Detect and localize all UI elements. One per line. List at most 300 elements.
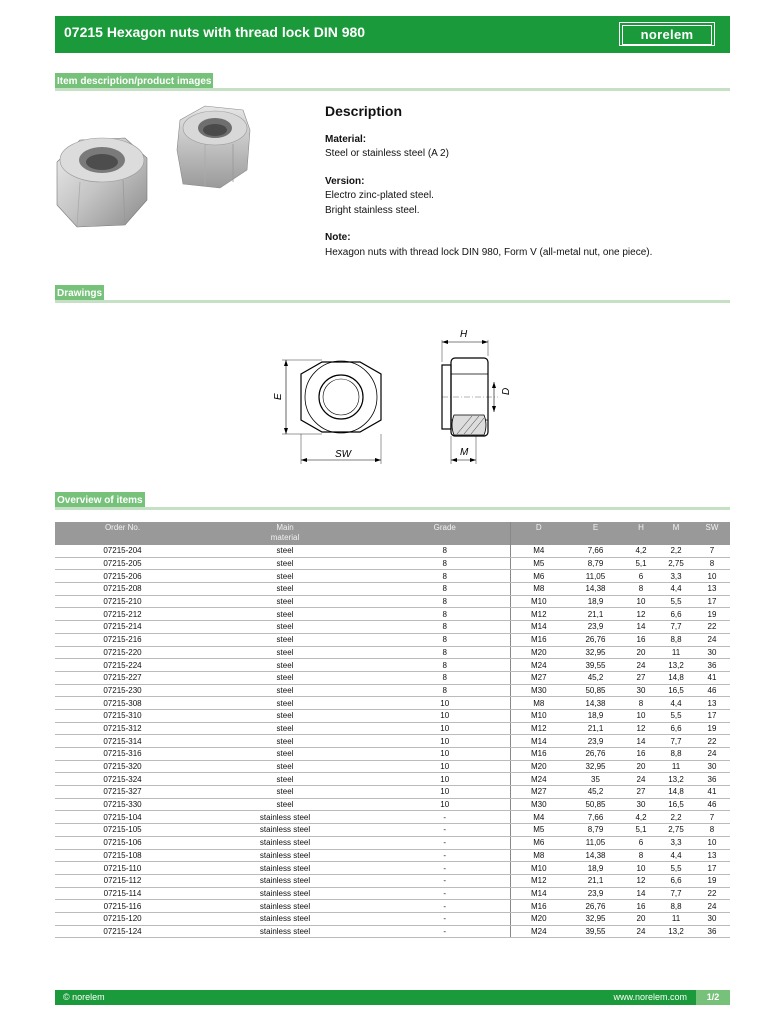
table-row: [55, 697, 730, 710]
table-cell: M16: [510, 900, 567, 913]
table-cell: 23,9: [567, 887, 624, 900]
table-cell: 27: [624, 671, 658, 684]
table-cell: 32,95: [567, 912, 624, 925]
table-cell: 3,3: [658, 570, 694, 583]
table-cell: -: [380, 824, 510, 837]
section-label: Item description/product images: [55, 73, 213, 89]
table-row: [55, 709, 730, 722]
table-row: [55, 773, 730, 786]
table-cell: 26,76: [567, 748, 624, 761]
table-cell: 26,76: [567, 900, 624, 913]
page-number: 1/2: [696, 990, 730, 1005]
table-cell: 5,1: [624, 824, 658, 837]
table-cell: M27: [510, 671, 567, 684]
table-cell: -: [380, 836, 510, 849]
table-cell: -: [380, 887, 510, 900]
table-cell: 07215-116: [55, 900, 190, 913]
table-cell: 19: [694, 874, 730, 887]
table-cell: 22: [694, 735, 730, 748]
table-row: [55, 925, 730, 938]
table-cell: M30: [510, 684, 567, 697]
table-cell: 13: [694, 849, 730, 862]
table-cell: 50,85: [567, 684, 624, 697]
table-cell: 8: [380, 545, 510, 557]
table-cell: 8: [694, 557, 730, 570]
table-cell: 7,7: [658, 735, 694, 748]
table-row: [55, 595, 730, 608]
table-cell: M14: [510, 887, 567, 900]
table-cell: 07215-316: [55, 748, 190, 761]
column-header: SW: [694, 522, 730, 545]
table-cell: 45,2: [567, 786, 624, 799]
note-text: Hexagon nuts with thread lock DIN 980, Form V (all-metal nut, one piece).: [325, 246, 653, 258]
table-cell: 27: [624, 786, 658, 799]
table-row: [55, 849, 730, 862]
table-cell: 07215-230: [55, 684, 190, 697]
table-row: [55, 608, 730, 621]
table-row: [55, 722, 730, 735]
label-h: H: [460, 329, 468, 340]
column-header: Order No.: [55, 522, 190, 545]
table-cell: 41: [694, 786, 730, 799]
section-drawings: [55, 285, 730, 303]
table-cell: 11: [658, 912, 694, 925]
section-overview: [55, 492, 730, 510]
table-cell: stainless steel: [190, 912, 380, 925]
table-cell: 22: [694, 887, 730, 900]
table-cell: steel: [190, 735, 380, 748]
table-cell: 07215-216: [55, 633, 190, 646]
table-cell: 46: [694, 684, 730, 697]
table-cell: 26,76: [567, 633, 624, 646]
table-row: [55, 798, 730, 811]
table-cell: 07215-208: [55, 583, 190, 596]
table-cell: 11,05: [567, 836, 624, 849]
table-cell: stainless steel: [190, 862, 380, 875]
table-cell: 45,2: [567, 671, 624, 684]
table-cell: M30: [510, 798, 567, 811]
table-row: [55, 748, 730, 761]
note-title: Note:: [325, 232, 351, 243]
table-cell: steel: [190, 786, 380, 799]
table-row: [55, 659, 730, 672]
label-m: M: [460, 447, 469, 458]
table-cell: 36: [694, 773, 730, 786]
table-cell: stainless steel: [190, 900, 380, 913]
table-cell: 10: [380, 709, 510, 722]
table-cell: 10: [694, 570, 730, 583]
table-cell: 8,79: [567, 557, 624, 570]
table-cell: M14: [510, 621, 567, 634]
table-cell: 16: [624, 900, 658, 913]
table-cell: 07215-324: [55, 773, 190, 786]
table-cell: 10: [380, 773, 510, 786]
table-cell: steel: [190, 570, 380, 583]
table-cell: 2,2: [658, 545, 694, 557]
table-row: [55, 570, 730, 583]
table-cell: steel: [190, 595, 380, 608]
table-cell: stainless steel: [190, 874, 380, 887]
table-cell: 07215-327: [55, 786, 190, 799]
table-cell: 8,8: [658, 748, 694, 761]
table-cell: 10: [624, 862, 658, 875]
table-cell: 6,6: [658, 722, 694, 735]
table-cell: 07215-110: [55, 862, 190, 875]
table-cell: 10: [624, 709, 658, 722]
table-cell: stainless steel: [190, 849, 380, 862]
column-header: Main material: [190, 522, 380, 545]
table-cell: 2,75: [658, 824, 694, 837]
table-cell: M20: [510, 646, 567, 659]
table-cell: 46: [694, 798, 730, 811]
table-header-row: [55, 522, 730, 545]
table-cell: M20: [510, 912, 567, 925]
table-cell: 19: [694, 722, 730, 735]
table-cell: -: [380, 912, 510, 925]
table-cell: 5,5: [658, 595, 694, 608]
table-row: [55, 583, 730, 596]
table-cell: 11: [658, 646, 694, 659]
table-cell: 30: [694, 760, 730, 773]
table-cell: 50,85: [567, 798, 624, 811]
table-cell: 10: [694, 836, 730, 849]
table-cell: 30: [694, 646, 730, 659]
table-cell: 5,1: [624, 557, 658, 570]
table-cell: 10: [380, 748, 510, 761]
table-cell: steel: [190, 646, 380, 659]
table-cell: steel: [190, 671, 380, 684]
section-divider: [55, 507, 730, 510]
table-cell: stainless steel: [190, 836, 380, 849]
table-cell: 23,9: [567, 621, 624, 634]
table-cell: 07215-108: [55, 849, 190, 862]
label-e: E: [273, 393, 284, 400]
table-cell: 07215-314: [55, 735, 190, 748]
table-cell: 11: [658, 760, 694, 773]
table-cell: 16: [624, 748, 658, 761]
section-description: [55, 73, 730, 91]
table-cell: 11,05: [567, 570, 624, 583]
table-cell: 14: [624, 735, 658, 748]
version-title: Version:: [325, 175, 365, 187]
table-cell: 24: [624, 659, 658, 672]
table-cell: 21,1: [567, 608, 624, 621]
column-header: M: [658, 522, 694, 545]
section-label: Overview of items: [55, 492, 145, 508]
table-cell: 16,5: [658, 798, 694, 811]
table-cell: 7,66: [567, 811, 624, 824]
column-header: E: [567, 522, 624, 545]
table-cell: M4: [510, 811, 567, 824]
table-cell: 7,66: [567, 545, 624, 557]
table-cell: 07215-214: [55, 621, 190, 634]
table-cell: 5,5: [658, 862, 694, 875]
table-cell: steel: [190, 722, 380, 735]
table-row: [55, 735, 730, 748]
page-footer: [55, 990, 730, 1005]
table-cell: -: [380, 811, 510, 824]
table-cell: 07215-227: [55, 671, 190, 684]
table-cell: -: [380, 900, 510, 913]
table-row: [55, 621, 730, 634]
table-cell: 10: [380, 735, 510, 748]
table-cell: 07215-124: [55, 925, 190, 938]
table-cell: 8: [380, 557, 510, 570]
table-cell: 18,9: [567, 862, 624, 875]
table-cell: 30: [624, 684, 658, 697]
table-cell: 10: [380, 798, 510, 811]
table-cell: 07215-330: [55, 798, 190, 811]
table-row: [55, 874, 730, 887]
table-cell: 07215-210: [55, 595, 190, 608]
table-cell: 07215-205: [55, 557, 190, 570]
table-cell: 8: [380, 595, 510, 608]
table-cell: 18,9: [567, 595, 624, 608]
table-cell: 14: [624, 621, 658, 634]
table-cell: 8: [380, 684, 510, 697]
table-cell: M8: [510, 697, 567, 710]
technical-drawing: [262, 322, 532, 468]
section-divider: [55, 300, 730, 303]
table-row: [55, 633, 730, 646]
table-cell: M20: [510, 760, 567, 773]
table-cell: 17: [694, 862, 730, 875]
table-cell: 13,2: [658, 773, 694, 786]
table-cell: 8: [624, 583, 658, 596]
table-cell: 2,75: [658, 557, 694, 570]
table-cell: 10: [624, 595, 658, 608]
table-row: [55, 786, 730, 799]
section-label: Drawings: [55, 285, 104, 301]
table-cell: steel: [190, 748, 380, 761]
table-cell: 10: [380, 786, 510, 799]
table-cell: steel: [190, 684, 380, 697]
table-cell: 8: [694, 824, 730, 837]
table-cell: 30: [624, 798, 658, 811]
table-cell: M16: [510, 633, 567, 646]
table-cell: M4: [510, 545, 567, 557]
table-cell: M5: [510, 824, 567, 837]
table-cell: 24: [624, 925, 658, 938]
table-cell: 18,9: [567, 709, 624, 722]
table-row: [55, 900, 730, 913]
table-cell: 17: [694, 595, 730, 608]
table-cell: 21,1: [567, 874, 624, 887]
table-row: [55, 912, 730, 925]
table-cell: 36: [694, 659, 730, 672]
table-cell: 07215-224: [55, 659, 190, 672]
column-header: H: [624, 522, 658, 545]
table-cell: 07215-105: [55, 824, 190, 837]
table-cell: 36: [694, 925, 730, 938]
table-cell: 13: [694, 697, 730, 710]
table-cell: 32,95: [567, 646, 624, 659]
column-header: D: [510, 522, 567, 545]
table-cell: 14,38: [567, 849, 624, 862]
description-block: [325, 104, 730, 260]
version-line-2: Bright stainless steel.: [325, 204, 420, 216]
table-cell: M24: [510, 925, 567, 938]
table-cell: steel: [190, 557, 380, 570]
table-cell: 8: [380, 671, 510, 684]
table-cell: 8: [380, 646, 510, 659]
table-cell: 4,4: [658, 583, 694, 596]
table-cell: 07215-112: [55, 874, 190, 887]
table-cell: steel: [190, 633, 380, 646]
table-cell: 2,2: [658, 811, 694, 824]
table-cell: 8,79: [567, 824, 624, 837]
table-cell: steel: [190, 608, 380, 621]
table-cell: 8: [624, 849, 658, 862]
table-cell: 6,6: [658, 608, 694, 621]
table-cell: 21,1: [567, 722, 624, 735]
table-cell: 07215-114: [55, 887, 190, 900]
copyright: © norelem: [63, 992, 105, 1002]
table-cell: 17: [694, 709, 730, 722]
table-cell: 7,7: [658, 621, 694, 634]
table-cell: steel: [190, 798, 380, 811]
table-cell: 14: [624, 887, 658, 900]
table-cell: 3,3: [658, 836, 694, 849]
table-cell: 39,55: [567, 659, 624, 672]
table-row: [55, 811, 730, 824]
table-cell: steel: [190, 621, 380, 634]
table-cell: 7: [694, 811, 730, 824]
table-cell: 22: [694, 621, 730, 634]
table-row: [55, 671, 730, 684]
table-cell: M6: [510, 570, 567, 583]
table-cell: M10: [510, 595, 567, 608]
table-cell: 24: [694, 900, 730, 913]
table-cell: 7: [694, 545, 730, 557]
column-header: Grade: [380, 522, 510, 545]
items-table: [55, 522, 730, 938]
table-cell: 24: [694, 633, 730, 646]
table-cell: stainless steel: [190, 925, 380, 938]
table-cell: 07215-220: [55, 646, 190, 659]
table-cell: 24: [694, 748, 730, 761]
table-cell: 16: [624, 633, 658, 646]
material-text: Steel or stainless steel (A 2): [325, 148, 449, 159]
table-cell: M27: [510, 786, 567, 799]
version-line-1: Electro zinc-plated steel.: [325, 190, 434, 201]
table-cell: stainless steel: [190, 811, 380, 824]
table-cell: 07215-212: [55, 608, 190, 621]
table-cell: 6: [624, 836, 658, 849]
table-cell: 4,4: [658, 849, 694, 862]
page-header: [55, 16, 730, 53]
table-cell: M6: [510, 836, 567, 849]
table-cell: M8: [510, 583, 567, 596]
table-cell: 8: [380, 608, 510, 621]
website-link[interactable]: www.norelem.com: [613, 992, 687, 1002]
table-cell: -: [380, 874, 510, 887]
table-cell: 8: [380, 621, 510, 634]
table-cell: 8: [380, 633, 510, 646]
table-cell: 24: [624, 773, 658, 786]
table-cell: 13,2: [658, 659, 694, 672]
table-cell: 07215-120: [55, 912, 190, 925]
table-cell: steel: [190, 697, 380, 710]
table-cell: 14,38: [567, 583, 624, 596]
table-cell: stainless steel: [190, 887, 380, 900]
table-row: [55, 824, 730, 837]
norelem-logo: [619, 22, 715, 46]
table-cell: M12: [510, 722, 567, 735]
table-cell: -: [380, 849, 510, 862]
table-cell: -: [380, 862, 510, 875]
table-cell: steel: [190, 760, 380, 773]
table-cell: M24: [510, 773, 567, 786]
table-cell: 30: [694, 912, 730, 925]
table-cell: 35: [567, 773, 624, 786]
table-cell: 8: [380, 583, 510, 596]
table-cell: steel: [190, 709, 380, 722]
table-cell: 39,55: [567, 925, 624, 938]
table-cell: 07215-204: [55, 545, 190, 557]
page-title: 07215 Hexagon nuts with thread lock DIN 980: [64, 24, 366, 40]
table-cell: 5,5: [658, 709, 694, 722]
table-cell: 14,8: [658, 671, 694, 684]
table-cell: 8: [624, 697, 658, 710]
table-cell: 14,8: [658, 786, 694, 799]
table-row: [55, 887, 730, 900]
table-cell: 7,7: [658, 887, 694, 900]
table-cell: 07215-104: [55, 811, 190, 824]
table-cell: 8,8: [658, 900, 694, 913]
table-cell: steel: [190, 583, 380, 596]
label-d: D: [501, 387, 512, 395]
table-cell: 07215-320: [55, 760, 190, 773]
table-cell: 4,4: [658, 697, 694, 710]
table-cell: 10: [380, 722, 510, 735]
table-cell: 4,2: [624, 545, 658, 557]
table-cell: 4,2: [624, 811, 658, 824]
table-cell: 07215-308: [55, 697, 190, 710]
table-cell: 13,2: [658, 925, 694, 938]
table-row: [55, 646, 730, 659]
table-row: [55, 545, 730, 557]
table-cell: 20: [624, 646, 658, 659]
table-cell: 10: [380, 760, 510, 773]
table-cell: 8: [380, 659, 510, 672]
table-cell: 32,95: [567, 760, 624, 773]
table-cell: 6: [624, 570, 658, 583]
table-cell: 8,8: [658, 633, 694, 646]
table-cell: 13: [694, 583, 730, 596]
table-cell: 12: [624, 874, 658, 887]
table-row: [55, 760, 730, 773]
section-divider: [55, 88, 730, 91]
description-heading: Description: [325, 103, 403, 119]
table-cell: stainless steel: [190, 824, 380, 837]
table-cell: M10: [510, 709, 567, 722]
table-cell: 8: [380, 570, 510, 583]
table-row: [55, 557, 730, 570]
table-cell: M8: [510, 849, 567, 862]
table-row: [55, 684, 730, 697]
table-cell: M14: [510, 735, 567, 748]
table-row: [55, 862, 730, 875]
table-cell: 07215-310: [55, 709, 190, 722]
table-body: [55, 545, 730, 938]
table-cell: 19: [694, 608, 730, 621]
table-cell: 6,6: [658, 874, 694, 887]
table-cell: M10: [510, 862, 567, 875]
table-cell: 20: [624, 912, 658, 925]
material-title: Material:: [325, 133, 367, 145]
table-cell: M5: [510, 557, 567, 570]
